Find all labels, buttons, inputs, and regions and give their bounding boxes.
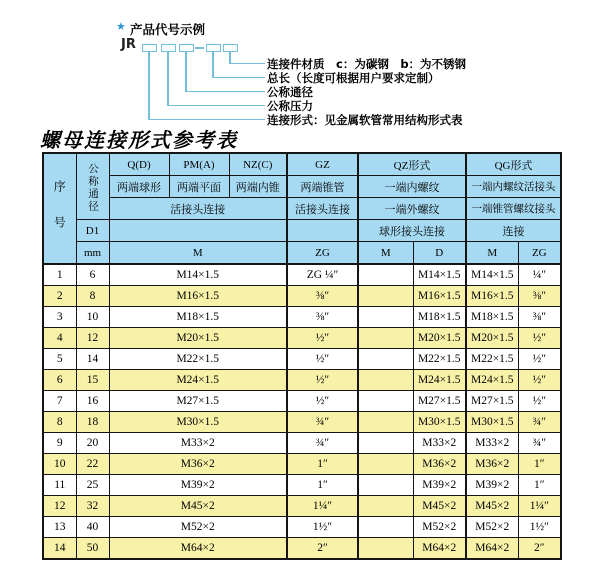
table-row: [43, 328, 561, 349]
cell-qg-zg: ½″: [518, 349, 561, 370]
cell-no: 9: [43, 433, 76, 454]
cell-qz-m: [358, 433, 413, 454]
header-qg-desc2: 一端锥管螺纹接头: [466, 198, 561, 220]
cell-qz-d: M64×2: [413, 538, 466, 560]
table-row: [43, 475, 561, 496]
cell-qz-d: M22×1.5: [413, 349, 466, 370]
cell-gz: ⅜″: [287, 307, 358, 328]
header-mm: mm: [76, 242, 109, 265]
cell-qg-m: M27×1.5: [466, 391, 518, 412]
cell-qz-d: M33×2: [413, 433, 466, 454]
cell-m: M18×1.5: [109, 307, 287, 328]
cell-qz-d: M39×2: [413, 475, 466, 496]
table-row: [43, 538, 561, 560]
cell-no: 4: [43, 328, 76, 349]
header-m: M: [109, 242, 287, 265]
cell-no: 5: [43, 349, 76, 370]
cell-qz-m: [358, 391, 413, 412]
connector-line: [148, 119, 265, 121]
cell-qg-m: M24×1.5: [466, 370, 518, 391]
header-qz-desc2: 一端外螺纹: [358, 198, 466, 220]
code-box-5: [223, 44, 238, 52]
header-qg-connection: 连接: [466, 220, 561, 242]
cell-gz: ½″: [287, 391, 358, 412]
cell-qz-m: [358, 517, 413, 538]
cell-no: 13: [43, 517, 76, 538]
header-qz-form: QZ形式: [358, 153, 466, 176]
cell-qg-zg: 1½″: [518, 517, 561, 538]
header-q-desc: 两端球形: [109, 176, 169, 198]
header-serial: 序号: [43, 153, 76, 264]
cell-qz-m: [358, 412, 413, 433]
cell-qg-zg: ½″: [518, 328, 561, 349]
table-row: [43, 517, 561, 538]
header-empty-gz: [287, 220, 358, 242]
cell-qz-d: M20×1.5: [413, 328, 466, 349]
cell-qz-m: [358, 454, 413, 475]
cell-no: 10: [43, 454, 76, 475]
cell-qg-zg: ⅜″: [518, 286, 561, 307]
header-q-d: Q(D): [109, 153, 169, 176]
header-pm-a: PM(A): [169, 153, 229, 176]
cell-m: M27×1.5: [109, 391, 287, 412]
cell-qg-m: M45×2: [466, 496, 518, 517]
connector-line: [185, 91, 265, 93]
cell-qz-m: [358, 349, 413, 370]
cell-m: M16×1.5: [109, 286, 287, 307]
cell-qg-m: M52×2: [466, 517, 518, 538]
header-gz: GZ: [287, 153, 358, 176]
cell-d1: 8: [76, 286, 109, 307]
cell-m: M36×2: [109, 454, 287, 475]
cell-d1: 32: [76, 496, 109, 517]
cell-no: 12: [43, 496, 76, 517]
cell-m: M20×1.5: [109, 328, 287, 349]
cell-m: M45×2: [109, 496, 287, 517]
header-nz-desc: 两端内锥: [229, 176, 287, 198]
cell-qz-d: M30×1.5: [413, 412, 466, 433]
cell-gz: ¾″: [287, 412, 358, 433]
cell-m: M14×1.5: [109, 264, 287, 286]
cell-no: 11: [43, 475, 76, 496]
cell-qg-m: M33×2: [466, 433, 518, 454]
cell-no: 6: [43, 370, 76, 391]
cell-qz-m: [358, 286, 413, 307]
cell-d1: 50: [76, 538, 109, 560]
header-row-3: [43, 198, 561, 220]
label-material: 连接件材质 c：为碳钢 b：为不锈钢: [267, 57, 467, 71]
cell-d1: 18: [76, 412, 109, 433]
cell-no: 3: [43, 307, 76, 328]
cell-qg-zg: ¾″: [518, 412, 561, 433]
cell-qz-d: M24×1.5: [413, 370, 466, 391]
header-d1: D1: [76, 220, 109, 242]
cell-qg-zg: 1″: [518, 454, 561, 475]
header-qz-d: D: [413, 242, 466, 265]
product-code-prefix: JR: [121, 37, 136, 52]
connector-line: [212, 51, 214, 78]
cell-gz: ¾″: [287, 433, 358, 454]
cell-qg-zg: ¼″: [518, 264, 561, 286]
cell-d1: 15: [76, 370, 109, 391]
cell-qz-d: M16×1.5: [413, 286, 466, 307]
cell-qg-m: M14×1.5: [466, 264, 518, 286]
cell-qg-m: M36×2: [466, 454, 518, 475]
connector-line: [229, 63, 265, 65]
cell-qz-m: [358, 496, 413, 517]
header-gz-connection: 活接头连接: [287, 198, 358, 220]
cell-qg-m: M64×2: [466, 538, 518, 560]
header-union-connection: 活接头连接: [109, 198, 287, 220]
table-row: [43, 412, 561, 433]
cell-d1: 20: [76, 433, 109, 454]
label-nominal-pressure: 公称压力: [267, 99, 313, 113]
header-qg-form: QG形式: [466, 153, 561, 176]
cell-qg-zg: ½″: [518, 391, 561, 412]
header-empty-left: [109, 220, 287, 242]
cell-qg-zg: ⅜″: [518, 307, 561, 328]
connector-line: [167, 105, 265, 107]
cell-qz-d: M36×2: [413, 454, 466, 475]
cell-m: M39×2: [109, 475, 287, 496]
cell-gz: ½″: [287, 328, 358, 349]
connector-line: [167, 51, 169, 106]
header-zg: ZG: [287, 242, 358, 265]
header-qg-desc: 一端内螺纹活接头: [466, 176, 561, 198]
cell-gz: 1¼″: [287, 496, 358, 517]
cell-m: M30×1.5: [109, 412, 287, 433]
code-box-1: [142, 44, 157, 52]
table-row: [43, 454, 561, 475]
label-connection-form: 连接形式：见金属软管常用结构形式表: [267, 113, 463, 127]
cell-qz-d: M18×1.5: [413, 307, 466, 328]
code-box-2: [161, 44, 176, 52]
cell-gz: 2″: [287, 538, 358, 560]
cell-qz-m: [358, 370, 413, 391]
cell-gz: 1½″: [287, 517, 358, 538]
cell-m: M64×2: [109, 538, 287, 560]
cell-qz-d: M14×1.5: [413, 264, 466, 286]
cell-qz-m: [358, 538, 413, 560]
cell-d1: 10: [76, 307, 109, 328]
nut-connection-table: [42, 152, 562, 560]
table-row: [43, 433, 561, 454]
header-qz-m: M: [358, 242, 413, 265]
cell-gz: 1″: [287, 454, 358, 475]
cell-d1: 25: [76, 475, 109, 496]
cell-qg-m: M18×1.5: [466, 307, 518, 328]
cell-d1: 40: [76, 517, 109, 538]
table-row: [43, 307, 561, 328]
cell-qg-m: M16×1.5: [466, 286, 518, 307]
cell-no: 2: [43, 286, 76, 307]
cell-gz: ½″: [287, 370, 358, 391]
cell-qz-d: M52×2: [413, 517, 466, 538]
cell-d1: 22: [76, 454, 109, 475]
label-total-length: 总长（长度可根据用户要求定制）: [267, 71, 440, 85]
header-nz-c: NZ(C): [229, 153, 287, 176]
cell-gz: ½″: [287, 349, 358, 370]
cell-no: 8: [43, 412, 76, 433]
connector-line: [148, 51, 150, 120]
table-row: [43, 496, 561, 517]
cell-qg-m: M22×1.5: [466, 349, 518, 370]
cell-m: M52×2: [109, 517, 287, 538]
header-row-2: [43, 176, 561, 198]
cell-qz-m: [358, 475, 413, 496]
connector-line: [185, 51, 187, 92]
star-icon: ★: [116, 20, 126, 33]
cell-gz: 1″: [287, 475, 358, 496]
cell-qg-m: M39×2: [466, 475, 518, 496]
cell-qz-d: M27×1.5: [413, 391, 466, 412]
diagram-heading: 产品代号示例: [130, 22, 206, 37]
code-dash: [195, 47, 204, 49]
page-title: 螺母连接形式参考表: [40, 128, 238, 152]
cell-qz-m: [358, 307, 413, 328]
cell-d1: 6: [76, 264, 109, 286]
header-qg-m: M: [466, 242, 518, 265]
cell-qz-m: [358, 328, 413, 349]
cell-qg-zg: ½″: [518, 370, 561, 391]
header-row-5: [43, 242, 561, 265]
cell-qg-zg: 1¼″: [518, 496, 561, 517]
cell-no: 1: [43, 264, 76, 286]
cell-m: M33×2: [109, 433, 287, 454]
cell-qg-zg: ¾″: [518, 433, 561, 454]
cell-qg-m: M20×1.5: [466, 328, 518, 349]
header-qz-desc: 一端内螺纹: [358, 176, 466, 198]
cell-qz-m: [358, 264, 413, 286]
table-row: [43, 391, 561, 412]
cell-gz: ⅜″: [287, 286, 358, 307]
header-nominal-diameter: 公称通径: [76, 153, 109, 220]
cell-m: M24×1.5: [109, 370, 287, 391]
table-row: [43, 286, 561, 307]
code-box-3: [179, 44, 194, 52]
cell-qg-zg: 2″: [518, 538, 561, 560]
cell-gz: ZG ¼″: [287, 264, 358, 286]
cell-qg-m: M30×1.5: [466, 412, 518, 433]
cell-d1: 14: [76, 349, 109, 370]
header-qz-connection: 球形接头连接: [358, 220, 466, 242]
header-row-1: [43, 153, 561, 176]
code-box-4: [206, 44, 221, 52]
header-row-4: [43, 220, 561, 242]
table-row: [43, 264, 561, 286]
table-row: [43, 349, 561, 370]
cell-m: M22×1.5: [109, 349, 287, 370]
connector-line: [212, 77, 265, 79]
cell-d1: 16: [76, 391, 109, 412]
cell-qg-zg: 1″: [518, 475, 561, 496]
label-nominal-diameter: 公称通径: [267, 85, 313, 99]
cell-qz-d: M45×2: [413, 496, 466, 517]
table-row: [43, 370, 561, 391]
cell-no: 14: [43, 538, 76, 560]
header-gz-desc: 两端锥管: [287, 176, 358, 198]
cell-d1: 12: [76, 328, 109, 349]
cell-no: 7: [43, 391, 76, 412]
header-qg-zg: ZG: [518, 242, 561, 265]
header-pm-desc: 两端平面: [169, 176, 229, 198]
